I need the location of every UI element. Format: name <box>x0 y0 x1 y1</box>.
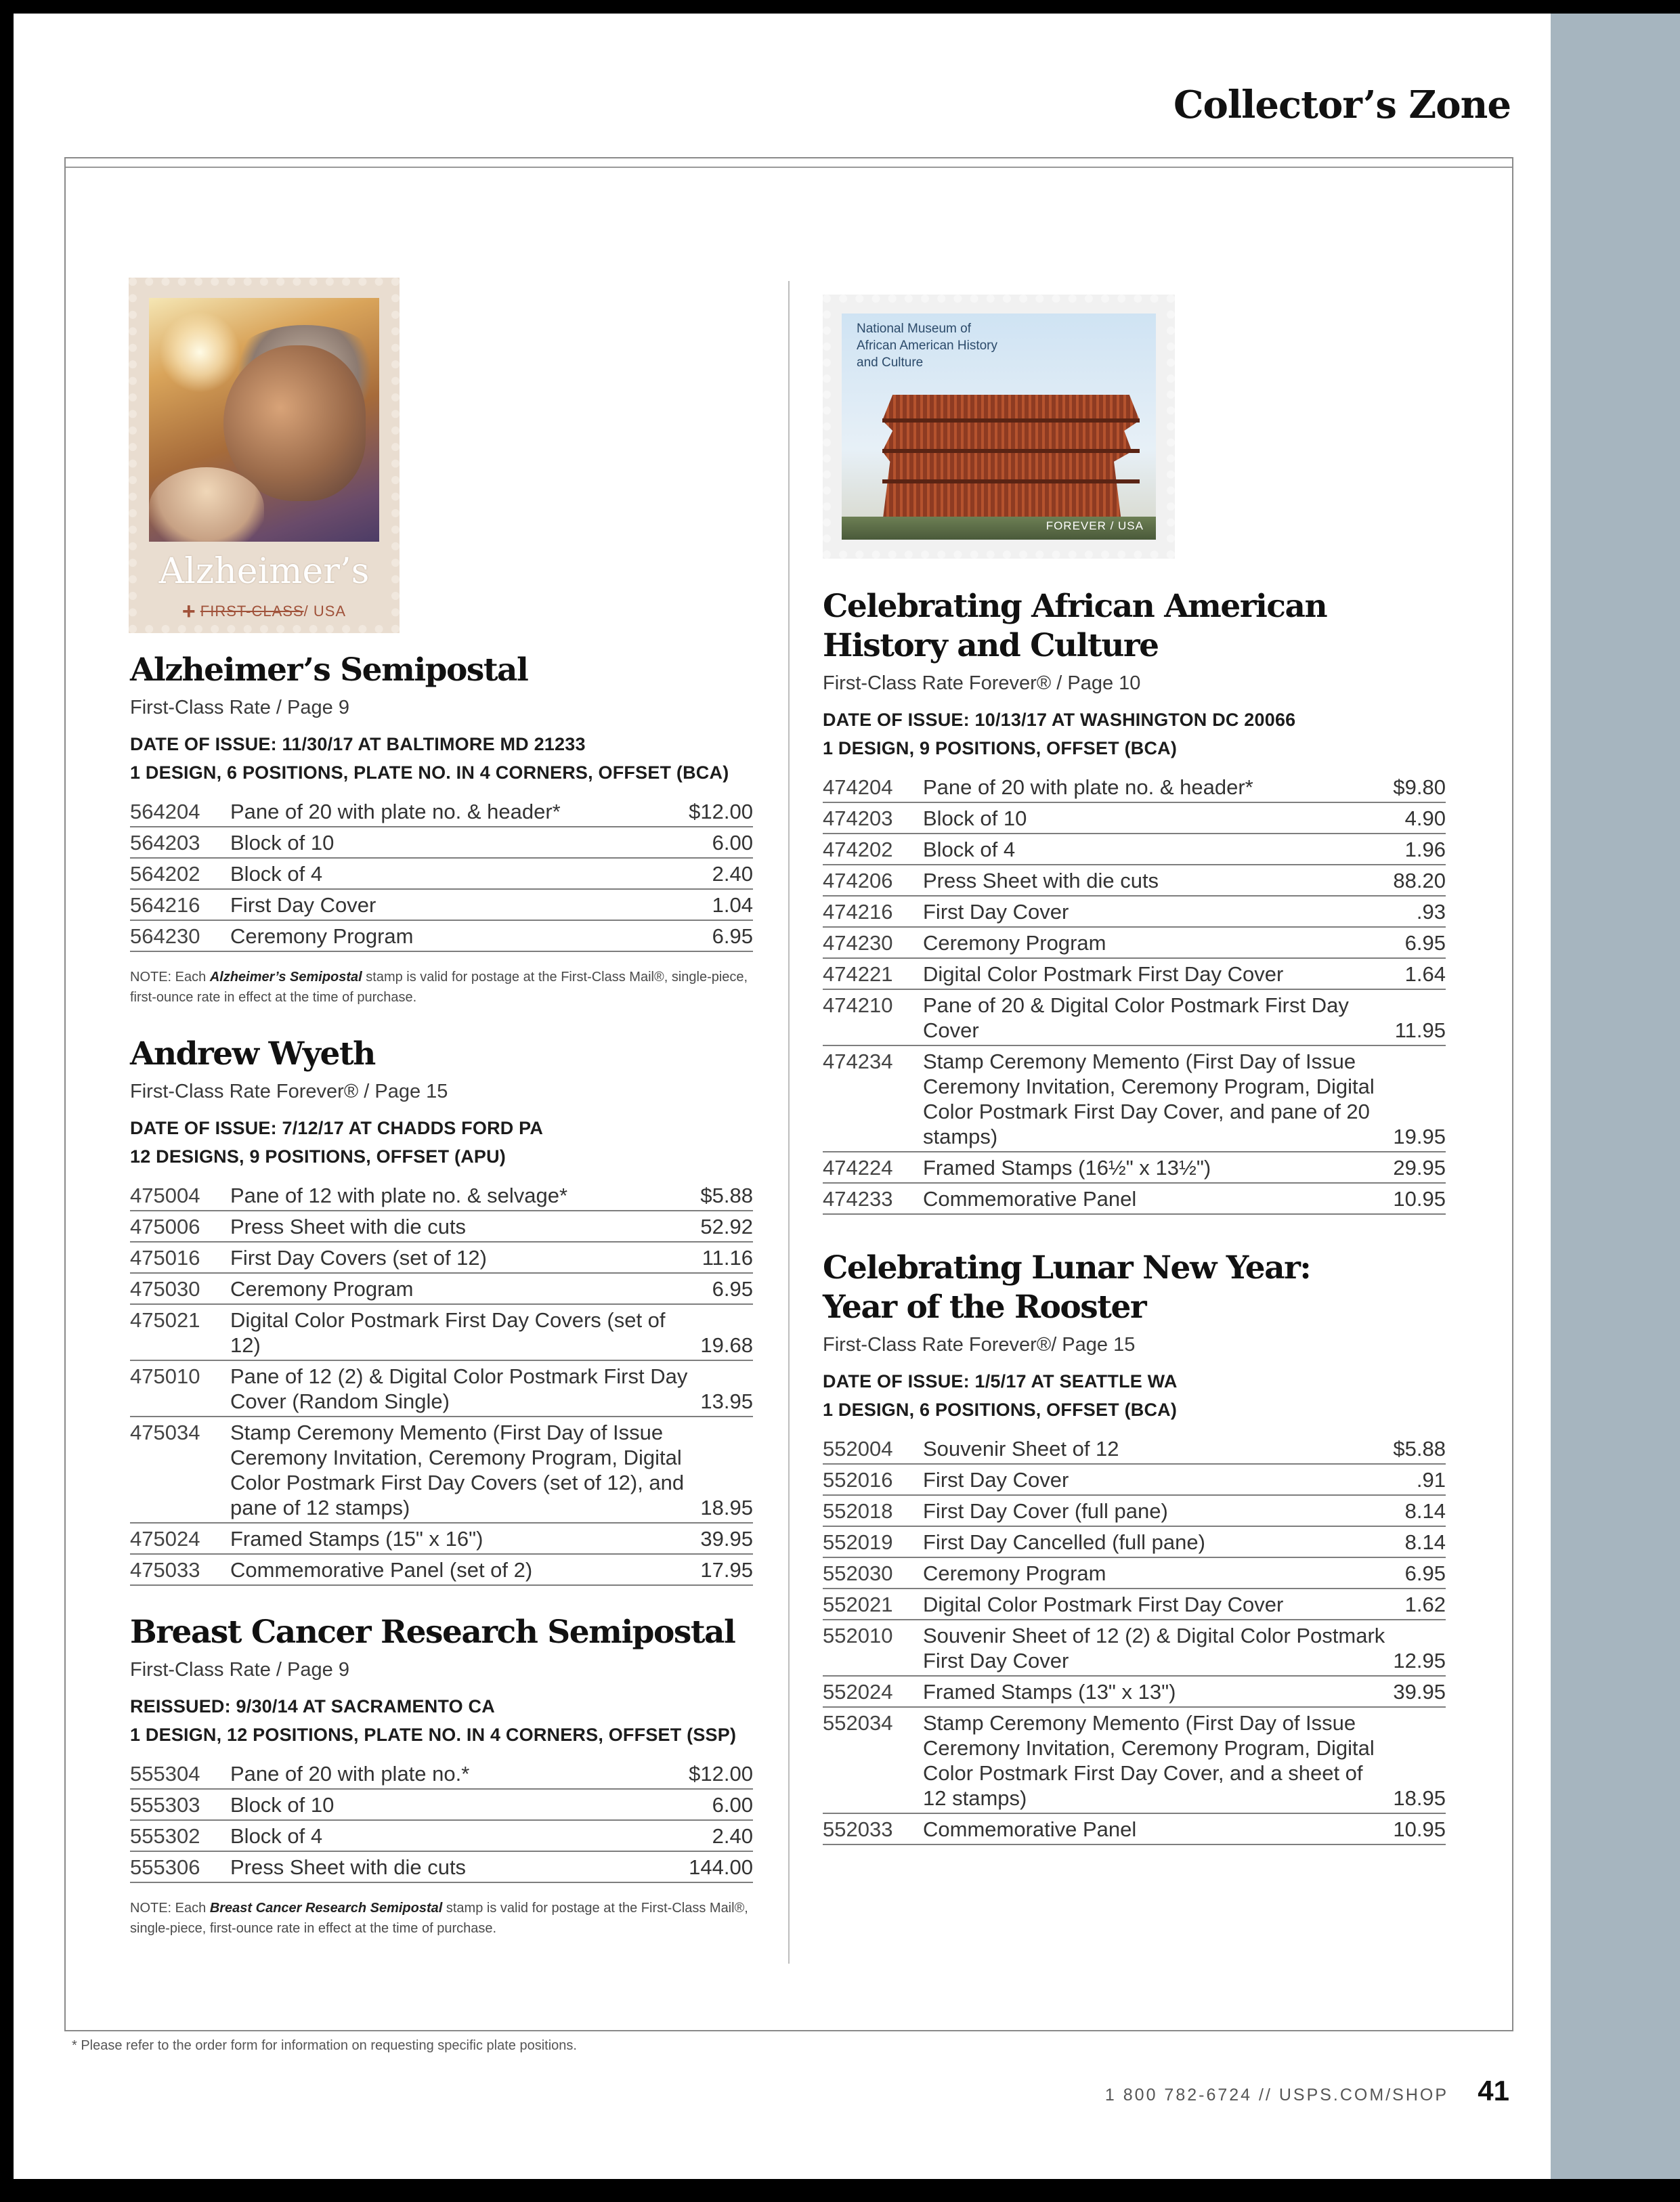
table-row <box>823 1045 1446 1152</box>
item-price: 1.96 <box>1393 834 1446 865</box>
section-meta: DATE OF ISSUE: 1/5/17 AT SEATTLE WA 1 DESIGN, 6 POSITIONS, OFFSET (BCA) <box>823 1371 1178 1420</box>
table-row <box>823 1813 1446 1844</box>
table-row <box>823 927 1446 958</box>
stamp-word: Alzheimer’s <box>158 551 370 592</box>
item-price: 6.95 <box>669 920 753 951</box>
table-row <box>823 1464 1446 1495</box>
item-description: Framed Stamps (16½" x 13½") <box>923 1152 1393 1183</box>
section-subtitle: First-Class Rate Forever® / Page 15 <box>130 1081 448 1102</box>
table-row <box>823 865 1446 896</box>
item-price: 144.00 <box>645 1851 754 1882</box>
item-price: 8.14 <box>1393 1526 1446 1557</box>
item-description: First Day Cover <box>923 1464 1393 1495</box>
item-code: 475004 <box>130 1180 230 1211</box>
table-row <box>130 1360 753 1417</box>
item-code: 475024 <box>130 1523 230 1554</box>
item-code: 552034 <box>823 1707 923 1813</box>
table-row <box>823 1620 1446 1676</box>
item-price: 17.95 <box>700 1554 753 1585</box>
item-description: Ceremony Program <box>923 1557 1393 1589</box>
item-price: 88.20 <box>1393 865 1446 896</box>
item-price: 52.92 <box>700 1211 753 1242</box>
item-code: 564216 <box>130 889 230 920</box>
table-row <box>823 1557 1446 1589</box>
item-description: Ceremony Program <box>230 1273 700 1304</box>
item-price: 6.00 <box>645 1789 754 1820</box>
stamp-rate: FOREVER / USA <box>1046 519 1144 532</box>
table-row <box>130 1211 753 1242</box>
item-description: Stamp Ceremony Memento (First Day of Issue Ceremony Invitation, Ceremony Program, Digital Color Postmark First Day Cover, and a sheet of 12 stamps) <box>923 1707 1393 1813</box>
item-code: 474234 <box>823 1045 923 1152</box>
item-code: 475010 <box>130 1360 230 1417</box>
item-price: 29.95 <box>1393 1152 1446 1183</box>
table-row <box>130 827 753 858</box>
item-code: 552024 <box>823 1676 923 1707</box>
item-code: 552010 <box>823 1620 923 1676</box>
section-note: NOTE: Each Breast Cancer Research Semipostal stamp is valid for postage at the First-Class Mail®, single-piece, first-ounce rate in effect at the time of purchase. <box>130 1901 748 1936</box>
section-meta: DATE OF ISSUE: 7/12/17 AT CHADDS FORD PA 12 DESIGNS, 9 POSITIONS, OFFSET (APU) <box>130 1118 544 1167</box>
table-row <box>130 1554 753 1585</box>
section-subtitle: First-Class Rate Forever® / Page 10 <box>823 672 1141 694</box>
item-code: 552033 <box>823 1813 923 1844</box>
item-description: Framed Stamps (15" x 16") <box>230 1523 700 1554</box>
item-description: Pane of 20 with plate no. & header* <box>923 772 1393 802</box>
table-row <box>130 889 753 920</box>
item-price: 6.95 <box>700 1273 753 1304</box>
table-row <box>823 896 1446 927</box>
page-edge-band <box>1551 14 1680 2179</box>
page-number: 41 <box>1478 2075 1509 2107</box>
stamp-rate: + FIRST-CLASS/ USA <box>181 599 347 624</box>
table-row <box>130 1758 753 1789</box>
item-price: 12.95 <box>1393 1620 1446 1676</box>
table-row <box>823 772 1446 802</box>
item-description: Block of 4 <box>230 1820 645 1851</box>
item-description: Pane of 20 with plate no. & header* <box>230 796 669 827</box>
item-code: 474206 <box>823 865 923 896</box>
museum-stamp-image <box>823 295 1175 559</box>
item-price: 6.00 <box>669 827 753 858</box>
item-price: 19.68 <box>700 1304 753 1360</box>
item-description: Block of 10 <box>230 1789 645 1820</box>
table-row <box>130 920 753 951</box>
item-description: Block of 10 <box>230 827 669 858</box>
item-code: 474210 <box>823 989 923 1045</box>
item-price: 39.95 <box>700 1523 753 1554</box>
frame-top-rule <box>66 167 1512 168</box>
item-code: 555302 <box>130 1820 230 1851</box>
item-description: Ceremony Program <box>923 927 1393 958</box>
table-row <box>823 1183 1446 1214</box>
item-price: 39.95 <box>1393 1676 1446 1707</box>
item-description: Digital Color Postmark First Day Cover <box>923 1589 1393 1620</box>
section-meta: REISSUED: 9/30/14 AT SACRAMENTO CA 1 DESIGN, 12 POSITIONS, PLATE NO. IN 4 CORNERS, OFFSET (SSP) <box>130 1696 737 1745</box>
item-code: 564203 <box>130 827 230 858</box>
item-code: 555306 <box>130 1851 230 1882</box>
table-row <box>823 1433 1446 1464</box>
item-table <box>130 1180 753 1586</box>
item-price: 8.14 <box>1393 1495 1446 1526</box>
item-code: 474202 <box>823 834 923 865</box>
item-code: 474216 <box>823 896 923 927</box>
item-code: 474221 <box>823 958 923 989</box>
table-row <box>130 1180 753 1211</box>
item-price: $5.88 <box>1393 1433 1446 1464</box>
item-code: 552021 <box>823 1589 923 1620</box>
table-row <box>823 1152 1446 1183</box>
item-price: .91 <box>1393 1464 1446 1495</box>
item-description: First Day Covers (set of 12) <box>230 1242 700 1273</box>
item-code: 475030 <box>130 1273 230 1304</box>
item-code: 475033 <box>130 1554 230 1585</box>
item-code: 552018 <box>823 1495 923 1526</box>
column-divider <box>788 281 790 1964</box>
item-code: 474224 <box>823 1152 923 1183</box>
item-description: Pane of 12 (2) & Digital Color Postmark First Day Cover (Random Single) <box>230 1360 700 1417</box>
item-price: $5.88 <box>700 1180 753 1211</box>
table-row <box>823 834 1446 865</box>
item-price: $12.00 <box>669 796 753 827</box>
item-description: Pane of 20 with plate no.* <box>230 1758 645 1789</box>
table-row <box>823 1589 1446 1620</box>
item-price: $12.00 <box>645 1758 754 1789</box>
table-row <box>823 958 1446 989</box>
item-description: First Day Cover <box>230 889 669 920</box>
item-code: 474233 <box>823 1183 923 1214</box>
section-andrew-wyeth <box>130 1035 753 1586</box>
item-table <box>130 796 753 952</box>
footnote: * Please refer to the order form for information on requesting specific plate positions. <box>72 2038 577 2053</box>
item-price: 11.95 <box>1393 989 1446 1045</box>
item-code: 474230 <box>823 927 923 958</box>
section-title: Breast Cancer Research Semipostal <box>130 1614 735 1651</box>
section-meta: DATE OF ISSUE: 10/13/17 AT WASHINGTON DC 20066 1 DESIGN, 9 POSITIONS, OFFSET (BCA) <box>823 710 1296 758</box>
table-row <box>823 1526 1446 1557</box>
item-code: 564204 <box>130 796 230 827</box>
table-row <box>130 1523 753 1554</box>
stamp-artwork <box>842 314 1156 540</box>
item-price: 4.90 <box>1393 802 1446 834</box>
item-description: Framed Stamps (13" x 13") <box>923 1676 1393 1707</box>
item-price: 18.95 <box>1393 1707 1446 1813</box>
stamp-caption: National Museum of African American History and Culture <box>857 322 998 370</box>
section-title: Alzheimer’s Semipostal <box>130 651 528 689</box>
item-description: Digital Color Postmark First Day Covers (set of 12) <box>230 1304 700 1360</box>
item-price: 6.95 <box>1393 927 1446 958</box>
item-code: 552016 <box>823 1464 923 1495</box>
item-price: 10.95 <box>1393 1813 1446 1844</box>
section-subtitle: First-Class Rate / Page 9 <box>130 1659 349 1681</box>
section-alzheimers <box>130 651 753 1008</box>
item-price: 1.64 <box>1393 958 1446 989</box>
section-title: Celebrating African American History and Culture <box>823 588 1327 664</box>
item-code: 552004 <box>823 1433 923 1464</box>
item-description: Press Sheet with die cuts <box>923 865 1393 896</box>
item-price: 19.95 <box>1393 1045 1446 1152</box>
item-description: Commemorative Panel <box>923 1813 1393 1844</box>
item-code: 552030 <box>823 1557 923 1589</box>
item-price: 13.95 <box>700 1360 753 1417</box>
item-price: $9.80 <box>1393 772 1446 802</box>
table-row <box>130 1304 753 1360</box>
right-column <box>823 295 1446 1845</box>
table-row <box>823 1495 1446 1526</box>
item-description: Digital Color Postmark First Day Cover <box>923 958 1393 989</box>
table-row <box>823 1676 1446 1707</box>
alzheimers-stamp-image <box>129 278 400 633</box>
item-code: 475016 <box>130 1242 230 1273</box>
table-row <box>130 1789 753 1820</box>
section-meta: DATE OF ISSUE: 11/30/17 AT BALTIMORE MD 21233 1 DESIGN, 6 POSITIONS, PLATE NO. IN 4 CORNERS, OFFSET (BCA) <box>130 734 729 783</box>
page-title: Collector’s Zone <box>1173 83 1511 127</box>
item-price: 1.04 <box>669 889 753 920</box>
item-price: .93 <box>1393 896 1446 927</box>
item-description: Block of 4 <box>923 834 1393 865</box>
item-description: Pane of 12 with plate no. & selvage* <box>230 1180 700 1211</box>
item-description: Commemorative Panel (set of 2) <box>230 1554 700 1585</box>
item-code: 555304 <box>130 1758 230 1789</box>
table-row <box>823 1707 1446 1813</box>
section-title: Celebrating Lunar New Year: Year of the Rooster <box>823 1249 1311 1326</box>
item-price: 2.40 <box>669 858 753 889</box>
item-code: 474204 <box>823 772 923 802</box>
item-description: Block of 10 <box>923 802 1393 834</box>
section-breast-cancer <box>130 1613 753 1939</box>
section-subtitle: First-Class Rate / Page 9 <box>130 697 349 718</box>
table-row <box>130 1417 753 1523</box>
item-table <box>823 772 1446 1215</box>
table-row <box>130 1820 753 1851</box>
item-description: Block of 4 <box>230 858 669 889</box>
item-table <box>823 1433 1446 1845</box>
item-price: 11.16 <box>700 1242 753 1273</box>
item-code: 475021 <box>130 1304 230 1360</box>
item-description: Press Sheet with die cuts <box>230 1851 645 1882</box>
item-price: 2.40 <box>645 1820 754 1851</box>
section-note: NOTE: Each Alzheimer’s Semipostal stamp is valid for postage at the First-Class Mail®, single-piece, first-ounce rate in effect at the time of purchase. <box>130 970 748 1005</box>
item-code: 475034 <box>130 1417 230 1523</box>
contact-info: 1 800 782-6724 // USPS.COM/SHOP <box>1104 2086 1448 2104</box>
table-row <box>823 989 1446 1045</box>
item-price: 10.95 <box>1393 1183 1446 1214</box>
item-code: 564202 <box>130 858 230 889</box>
section-title: Andrew Wyeth <box>130 1035 375 1073</box>
table-row <box>130 858 753 889</box>
item-description: First Day Cancelled (full pane) <box>923 1526 1393 1557</box>
item-code: 564230 <box>130 920 230 951</box>
item-description: Press Sheet with die cuts <box>230 1211 700 1242</box>
item-description: First Day Cover (full pane) <box>923 1495 1393 1526</box>
item-table <box>130 1758 753 1883</box>
stamp-artwork <box>149 298 379 542</box>
table-row <box>130 1273 753 1304</box>
item-description: Souvenir Sheet of 12 (2) & Digital Color Postmark First Day Cover <box>923 1620 1393 1676</box>
item-code: 474203 <box>823 802 923 834</box>
table-row <box>130 796 753 827</box>
item-code: 552019 <box>823 1526 923 1557</box>
left-column <box>130 278 753 1939</box>
item-description: First Day Cover <box>923 896 1393 927</box>
item-description: Pane of 20 & Digital Color Postmark First Day Cover <box>923 989 1393 1045</box>
item-description: Ceremony Program <box>230 920 669 951</box>
item-description: Stamp Ceremony Memento (First Day of Issue Ceremony Invitation, Ceremony Program, Digital Color Postmark First Day Covers (set of 12), and pane of 12 stamps) <box>230 1417 700 1523</box>
item-code: 555303 <box>130 1789 230 1820</box>
item-description: Commemorative Panel <box>923 1183 1393 1214</box>
item-price: 1.62 <box>1393 1589 1446 1620</box>
item-price: 6.95 <box>1393 1557 1446 1589</box>
section-subtitle: First-Class Rate Forever®/ Page 15 <box>823 1334 1136 1356</box>
item-description: Souvenir Sheet of 12 <box>923 1433 1393 1464</box>
table-row <box>130 1242 753 1273</box>
item-price: 18.95 <box>700 1417 753 1523</box>
section-lunar-new-year <box>823 1249 1446 1845</box>
item-code: 475006 <box>130 1211 230 1242</box>
table-row <box>130 1851 753 1882</box>
table-row <box>823 802 1446 834</box>
item-description: Stamp Ceremony Memento (First Day of Issue Ceremony Invitation, Ceremony Program, Digital Color Postmark First Day Cover, and pane of 20 stamps) <box>923 1045 1393 1152</box>
section-african-american-history <box>823 587 1446 1215</box>
